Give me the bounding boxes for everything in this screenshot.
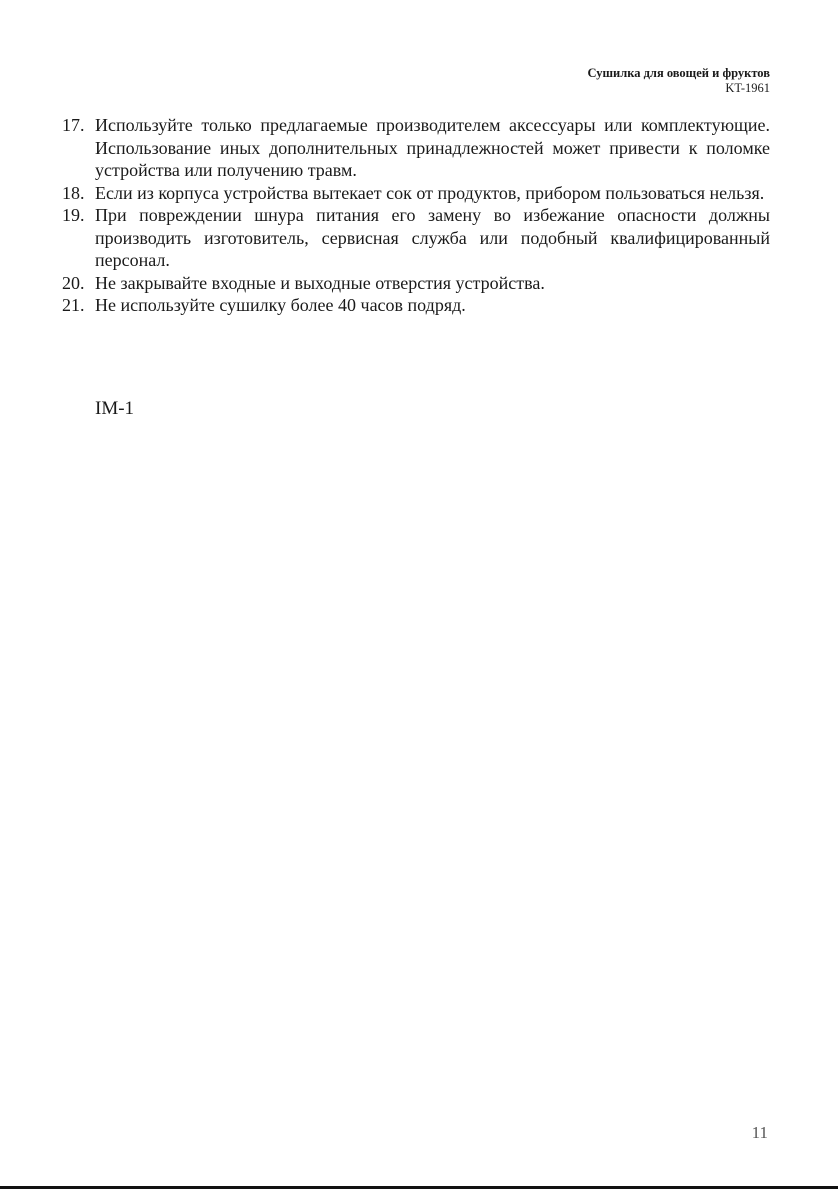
item-number: 19. [62, 205, 85, 225]
header-model: KT-1961 [725, 81, 770, 95]
list-item [62, 294, 770, 317]
item-number: 18. [62, 182, 85, 203]
document-code: IM-1 [95, 398, 135, 419]
item-number: 21. [62, 295, 85, 315]
item-text: Если из корпуса устройства вытекает сок от продуктов, прибором пользоваться нельзя. [95, 182, 765, 203]
page-number: 11 [751, 1123, 768, 1142]
header-title: Сушилка для овощей и фруктов [587, 66, 770, 80]
item-text: Не закрывайте входные и выходные отверстия устройства. [95, 272, 545, 293]
item-number: 20. [62, 272, 85, 293]
list-item [62, 204, 770, 272]
list-item [62, 272, 770, 295]
list-item [62, 114, 770, 182]
list-item [62, 182, 770, 205]
instructions-list [62, 114, 770, 317]
item-number: 17. [62, 115, 85, 135]
item-text: При повреждении шнура питания его замену во избежание опасности должны производить изготовитель, сервисная служба или подобный квалифицированный персонал. [95, 205, 770, 270]
page-header [587, 66, 770, 96]
item-text: Не используйте сушилку более 40 часов подряд. [95, 295, 466, 315]
item-text: Используйте только предлагаемые производителем аксессуары или комплектующие. Использование иных дополнительных принадлежностей может привести к поломке устройства или получению травм. [95, 115, 770, 180]
